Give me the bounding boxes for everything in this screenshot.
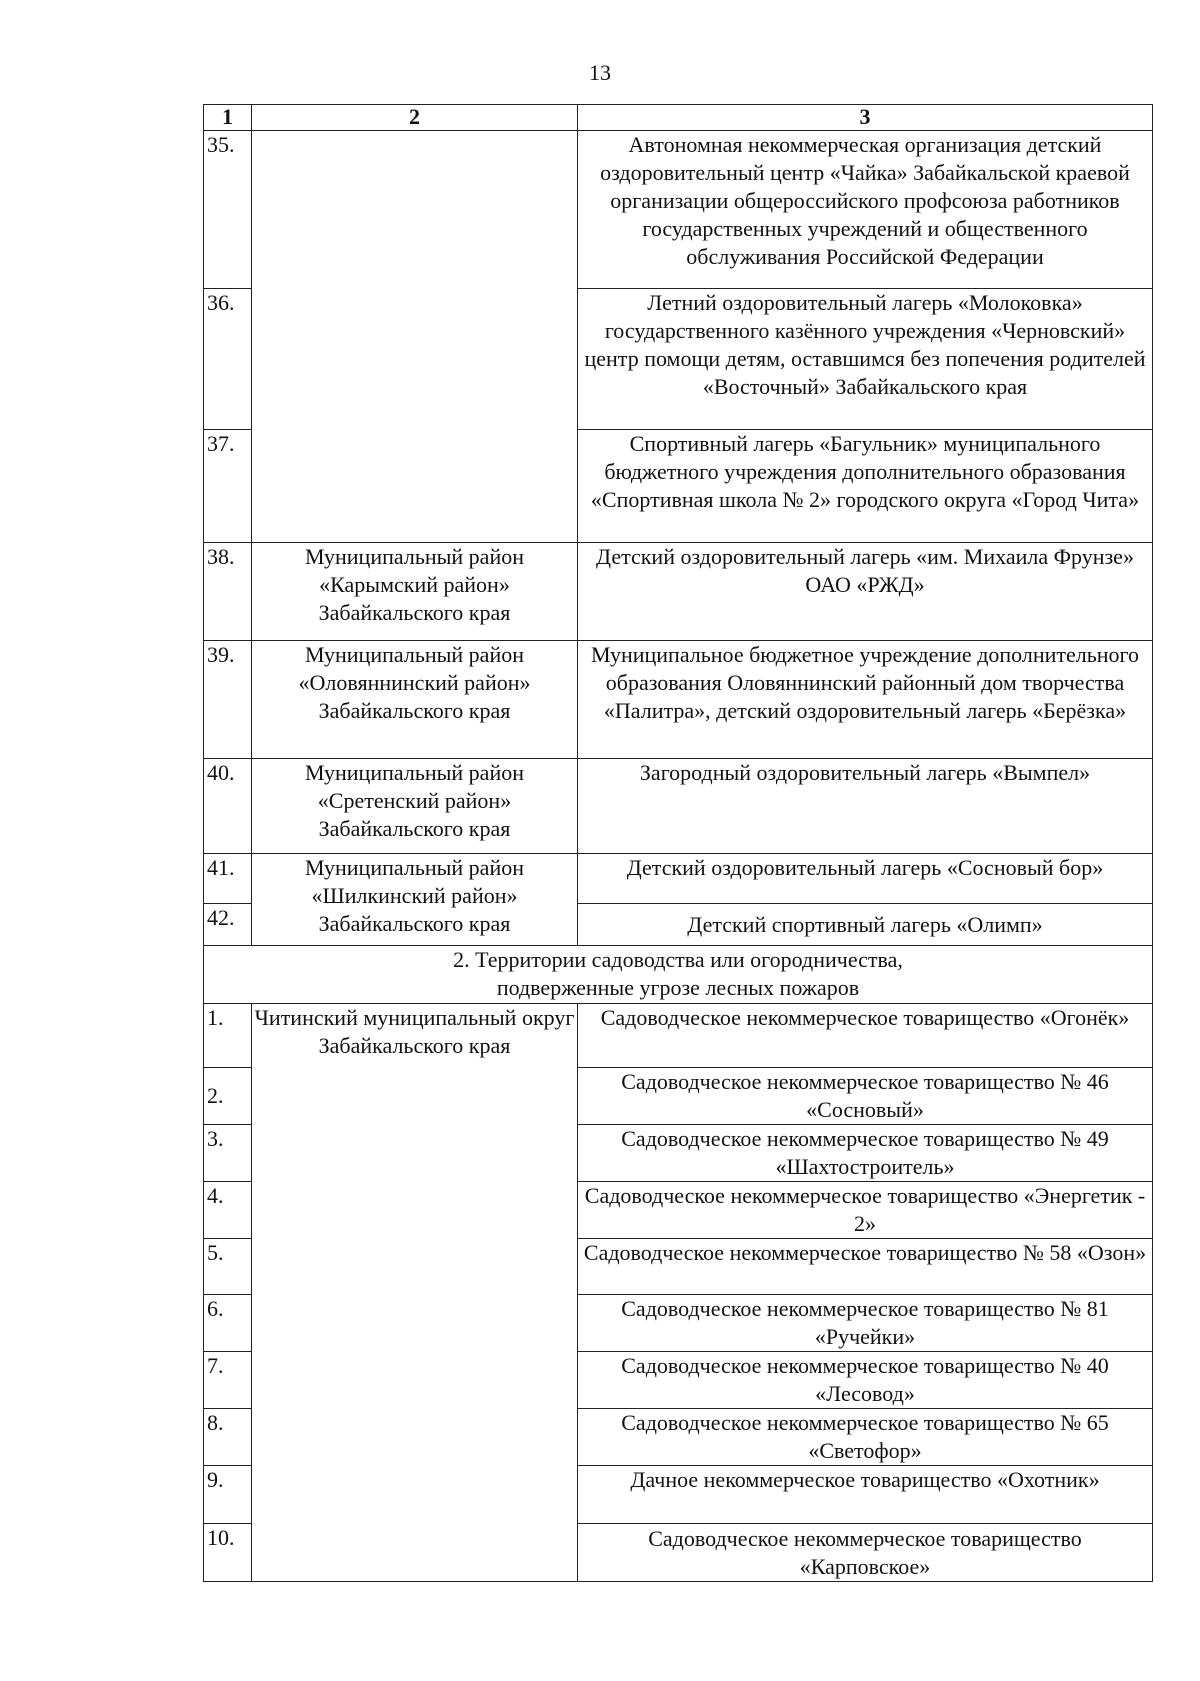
institution-name: Автономная некоммерческая организация детский оздоровительный центр «Чайка» Забайкальской краевой организации общероссийского профсоюза работников государственных учреждений и общественного обслуживания Российской Федерации (578, 131, 1153, 289)
row-number: 42. (204, 904, 252, 946)
table-row (204, 854, 1153, 904)
partnership-name: Садоводческое некоммерческое товарищество № 81 «Ручейки» (578, 1295, 1153, 1352)
partnership-name: Садоводческое некоммерческое товарищество «Огонёк» (578, 1004, 1153, 1068)
section-title-line-1: 2. Территории садоводства или огородничества, (453, 947, 903, 972)
row-number: 37. (204, 430, 252, 543)
section-heading-row (204, 946, 1153, 1004)
partnership-name: Дачное некоммерческое товарищество «Охотник» (578, 1466, 1153, 1524)
row-number: 38. (204, 543, 252, 641)
partnership-name: Садоводческое некоммерческое товарищество № 65 «Светофор» (578, 1409, 1153, 1466)
row-number: 9. (204, 1466, 252, 1524)
table-row (204, 543, 1153, 641)
district-cell: Муниципальный район «Карымский район» Забайкальского края (252, 543, 578, 641)
district-cell: Муниципальный район «Сретенский район» Забайкальского края (252, 759, 578, 854)
district-cell: Муниципальный район «Оловяннинский район» Забайкальского края (252, 641, 578, 759)
section-2-title (204, 946, 1153, 1004)
page-number: 13 (589, 60, 611, 85)
row-number: 6. (204, 1295, 252, 1352)
row-number: 8. (204, 1409, 252, 1466)
institution-name: Детский оздоровительный лагерь «Сосновый бор» (578, 854, 1153, 904)
row-number: 10. (204, 1524, 252, 1582)
district-cell: Читинский муниципальный округ Забайкальского края (252, 1004, 578, 1582)
row-number: 36. (204, 289, 252, 430)
header-row (204, 105, 1153, 131)
row-number: 1. (204, 1004, 252, 1068)
row-number: 7. (204, 1352, 252, 1409)
camps-table (203, 104, 1153, 1582)
partnership-name: Садоводческое некоммерческое товарищество № 49 «Шахтостроитель» (578, 1125, 1153, 1182)
header-col-3: 3 (578, 105, 1153, 131)
partnership-name: Садоводческое некоммерческое товарищество «Карповское» (578, 1524, 1153, 1582)
institution-name: Детский оздоровительный лагерь «им. Михаила Фрунзе» ОАО «РЖД» (578, 543, 1153, 641)
section-title-line-2: подверженные угрозе лесных пожаров (496, 975, 860, 1000)
table-row (204, 759, 1153, 854)
partnership-name: Садоводческое некоммерческое товарищество № 58 «Озон» (578, 1239, 1153, 1295)
header-col-2: 2 (252, 105, 578, 131)
row-number: 4. (204, 1182, 252, 1239)
table-row (204, 641, 1153, 759)
row-number: 3. (204, 1125, 252, 1182)
institution-name: Муниципальное бюджетное учреждение дополнительного образования Оловяннинский районный дом творчества «Палитра», детский оздоровительный лагерь «Берёзка» (578, 641, 1153, 759)
row-number: 5. (204, 1239, 252, 1295)
row-number: 2. (204, 1068, 252, 1125)
header-col-1: 1 (204, 105, 252, 131)
institution-name: Спортивный лагерь «Багульник» муниципального бюджетного учреждения дополнительного образования «Спортивная школа № 2» городского округа «Город Чита» (578, 430, 1153, 543)
partnership-name: Садоводческое некоммерческое товарищество № 46 «Сосновый» (578, 1068, 1153, 1125)
table-row (204, 131, 1153, 289)
partnership-name: Садоводческое некоммерческое товарищество «Энергетик - 2» (578, 1182, 1153, 1239)
row-number: 41. (204, 854, 252, 904)
row-number: 39. (204, 641, 252, 759)
institution-name: Детский спортивный лагерь «Олимп» (578, 904, 1153, 946)
district-cell: Муниципальный район «Шилкинский район» Забайкальского края (252, 854, 578, 946)
institution-name: Летний оздоровительный лагерь «Молоковка» государственного казённого учреждения «Черновский» центр помощи детям, оставшимся без попечения родителей «Восточный» Забайкальского края (578, 289, 1153, 430)
partnership-name: Садоводческое некоммерческое товарищество № 40 «Лесовод» (578, 1352, 1153, 1409)
table-row (204, 1004, 1153, 1068)
row-number: 35. (204, 131, 252, 289)
district-cell-empty (252, 131, 578, 543)
institution-name: Загородный оздоровительный лагерь «Вымпел» (578, 759, 1153, 854)
row-number: 40. (204, 759, 252, 854)
